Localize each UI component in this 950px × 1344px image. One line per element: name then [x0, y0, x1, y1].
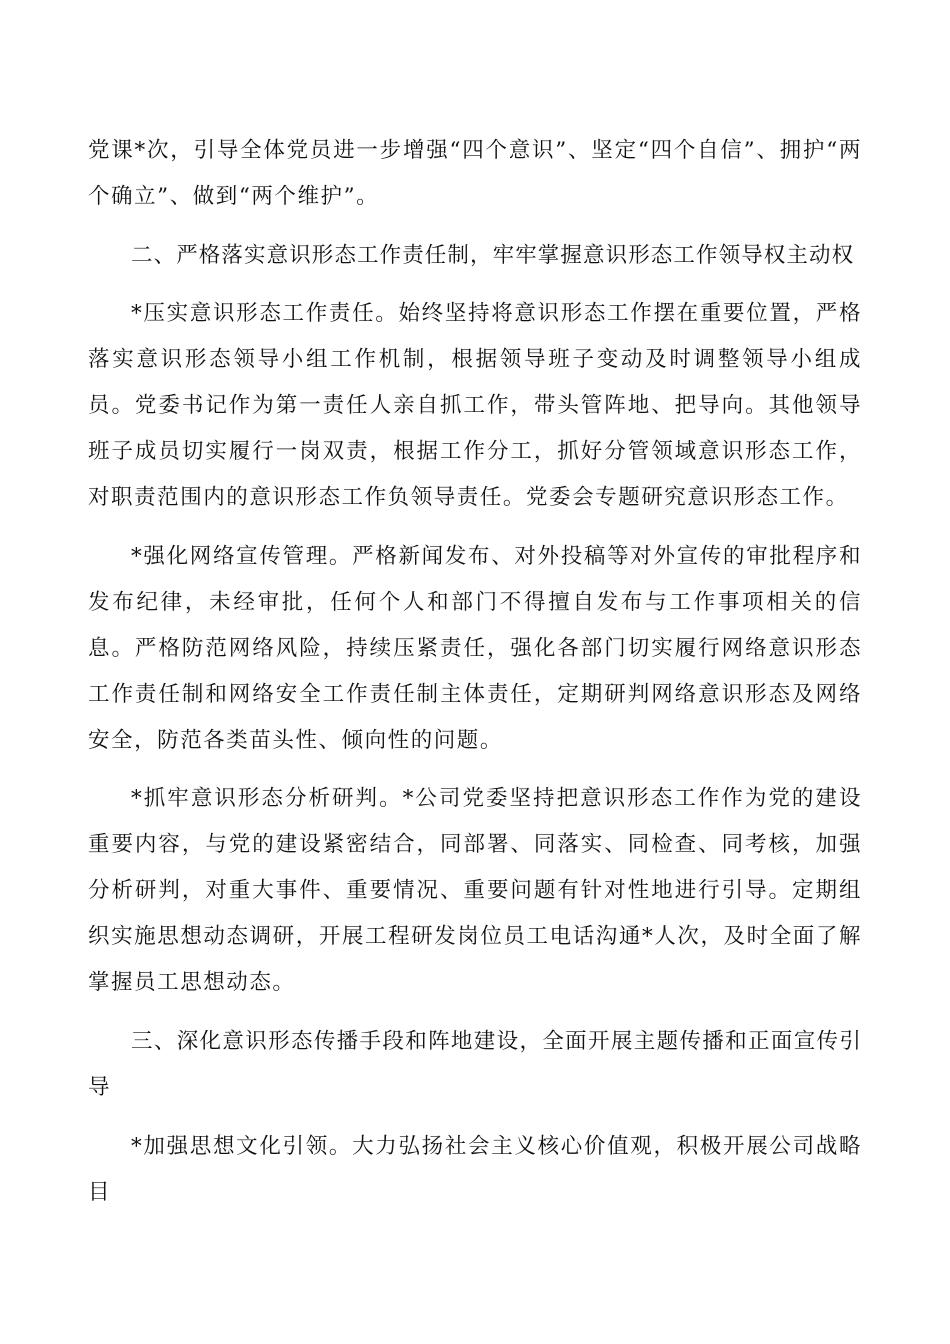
- paragraph-ideology-analysis: *抓牢意识形态分析研判。*公司党委坚持把意识形态工作作为党的建设重要内容，与党的建设紧密结合，同部署、同落实、同检查、同考核，加强分析研判，对重大事件、重要情况、重要问题有针对性地进行引导。定期组织实施思想动态调研，开展工程研发岗位员工电话沟通*人次，及时全面了解掌握员工思想动态。: [88, 786, 862, 996]
- paragraph-ideology-responsibility: *压实意识形态工作责任。始终坚持将意识形态工作摆在重要位置，严格落实意识形态领导小组工作机制，根据领导班子变动及时调整领导小组成员。党委书记作为第一责任人亲自抓工作，带头管阵地、把导向。其他领导班子成员切实履行一岗双责，根据工作分工，抓好分管领域意识形态工作，对职责范围内的意识形态工作负领导责任。党委会专题研究意识形态工作。: [88, 301, 862, 511]
- document-body: [88, 128, 862, 1228]
- paragraph-network-publicity: *强化网络宣传管理。严格新闻发布、对外投稿等对外宣传的审批程序和发布纪律，未经审批，任何个人和部门不得擅自发布与工作事项相关的信息。严格防范网络风险，持续压紧责任，强化各部门切实履行网络意识形态工作责任制和网络安全工作责任制主体责任，定期研判网络意识形态及网络安全，防范各类苗头性、倾向性的问题。: [88, 543, 862, 753]
- section-heading-2: 二、严格落实意识形态工作责任制，牢牢掌握意识形态工作领导权主动权: [131, 242, 855, 268]
- paragraph-culture-guidance: *加强思想文化引领。大力弘扬社会主义核心价值观，积极开展公司战略目: [88, 1133, 862, 1205]
- paragraph-continuation: 党课*次，引导全体党员进一步增强“四个意识”、坚定“四个自信”、拥护“两个确立”、做到“两个维护”。: [88, 138, 862, 209]
- section-heading-3: 三、深化意识形态传播手段和阵地建设，全面开展主题传播和正面宣传引导: [88, 1028, 862, 1100]
